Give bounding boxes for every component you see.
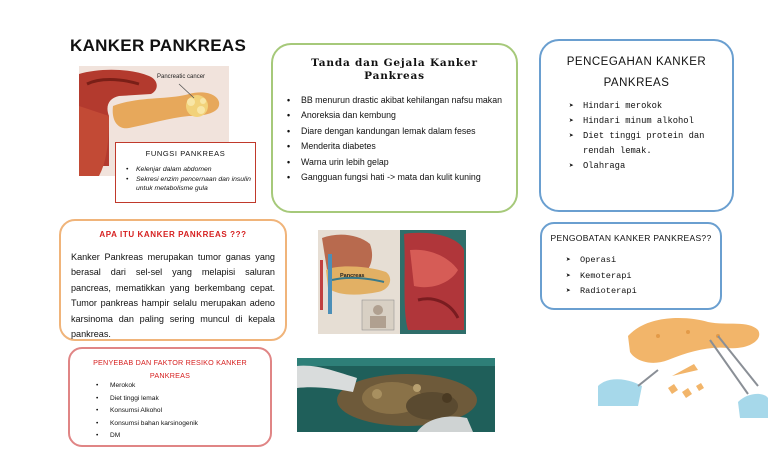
pengobatan-title: PENGOBATAN KANKER PANKREAS?? <box>550 233 712 243</box>
apa-text: Kanker Pankreas merupakan tumor ganas yang berasal dari sel-sel yang melapisi saluran pancreas, mematikkan yang berkembang cepat. Tumor pankreas hampir selalu merupakan adeno karsinoma dan paling sering muncul di kepala pankreas. <box>71 252 275 340</box>
list-item: ➤ Hindari merokok <box>569 99 718 114</box>
pencegahan-list <box>569 99 718 174</box>
tanda-gejala-box <box>271 43 518 213</box>
penyebab-list <box>96 380 198 443</box>
penyebab-title-line1: PENYEBAB DAN FAKTOR RESIKO KANKER <box>93 358 247 367</box>
list-item: • Konsumsi Alkohol <box>96 405 198 418</box>
list-item: ➤ Diet tinggi protein dan rendah lemak. <box>569 129 718 159</box>
anatomy-label: Pancreas <box>340 273 365 279</box>
penyebab-title <box>70 356 270 382</box>
fungsi-title: FUNGSI PANKREAS <box>145 149 226 158</box>
tanda-title <box>273 57 516 83</box>
tanda-list <box>287 93 502 185</box>
list-item: • Sekresi enzim pencernaan dan insulin untuk metabolisme gula <box>126 175 255 194</box>
list-item: • Konsumsi bahan karsinogenik <box>96 418 198 431</box>
pancreas-clipart <box>598 306 768 418</box>
pencegahan-title-line1: PENCEGAHAN KANKER <box>566 56 707 68</box>
apa-title: APA ITU KANKER PANKREAS ??? <box>99 230 247 239</box>
list-item: • Diet tinggi lemak <box>96 393 198 406</box>
fungsi-pankreas-box <box>115 142 256 203</box>
illustration-label: Pancreatic cancer <box>157 74 206 80</box>
surgery-photo <box>297 358 495 432</box>
anatomy-photo <box>318 230 466 334</box>
list-item: • Diare dengan kandungan lemak dalam feses <box>287 124 502 139</box>
pencegahan-box <box>539 39 734 212</box>
page-title: KANKER PANKREAS <box>70 36 247 55</box>
list-item: • Menderita diabetes <box>287 139 502 154</box>
list-item: • DM <box>96 430 198 443</box>
list-item: • Anoreksia dan kembung <box>287 108 502 123</box>
list-item: ➤ Radioterapi <box>566 284 637 300</box>
penyebab-title-line2: PANKREAS <box>149 371 191 380</box>
list-item: ➤ Hindari minum alkohol <box>569 114 718 129</box>
pencegahan-title-line2: PANKREAS <box>603 77 670 89</box>
fungsi-list <box>126 165 255 194</box>
list-item: ➤ Olahraga <box>569 159 718 174</box>
list-item: • Merokok <box>96 380 198 393</box>
apa-itu-box <box>59 219 287 341</box>
pengobatan-list <box>566 253 637 300</box>
pengobatan-box <box>540 222 722 310</box>
list-item: ➤ Kemoterapi <box>566 269 637 285</box>
list-item: • Warna urin lebih gelap <box>287 155 502 170</box>
list-item: • BB menurun drastic akibat kehilangan nafsu makan <box>287 93 502 108</box>
pencegahan-title <box>541 52 732 94</box>
penyebab-box <box>68 347 272 447</box>
list-item: ➤ Operasi <box>566 253 637 269</box>
list-item: • Gangguan fungsi hati -> mata dan kulit kuning <box>287 170 502 185</box>
tanda-title-line1: Tanda dan Gejala Kanker <box>311 57 478 69</box>
list-item: • Kelenjar dalam abdomen <box>126 165 255 175</box>
tanda-title-line2: Pankreas <box>364 70 425 82</box>
